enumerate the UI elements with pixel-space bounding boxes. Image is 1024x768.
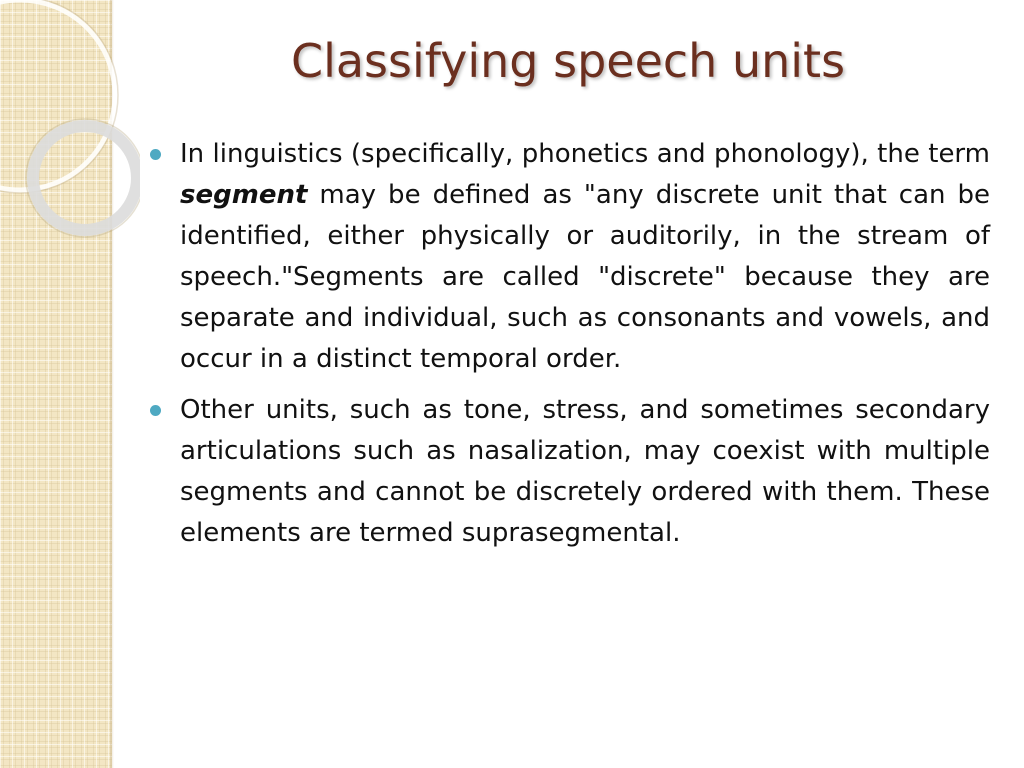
bullet-text: Other units, such as tone, stress, and sometimes secondary articulations such as nasalization, may coexist with multiple segments and cannot be discretely ordered with them. These elements are termed suprasegmental. [180,395,990,548]
bullet-item [180,390,990,554]
bullet-text: In linguistics (specifically, phonetics and phonology), the term [180,139,990,169]
bullet-item [180,134,990,380]
bold-term: segment [180,180,308,210]
bullet-text-continued: may be defined as "any discrete unit that can be identified, either physically or auditorily, in the stream of speech."Segments are called "discrete" because they are separate and individual, such as consonants and vowels, and occur in a distinct temporal order. [180,180,990,374]
slide-title: Classifying speech units [290,34,846,88]
bullet-icon [150,149,161,160]
bullet-icon [150,405,161,416]
bullet-list [180,134,990,564]
